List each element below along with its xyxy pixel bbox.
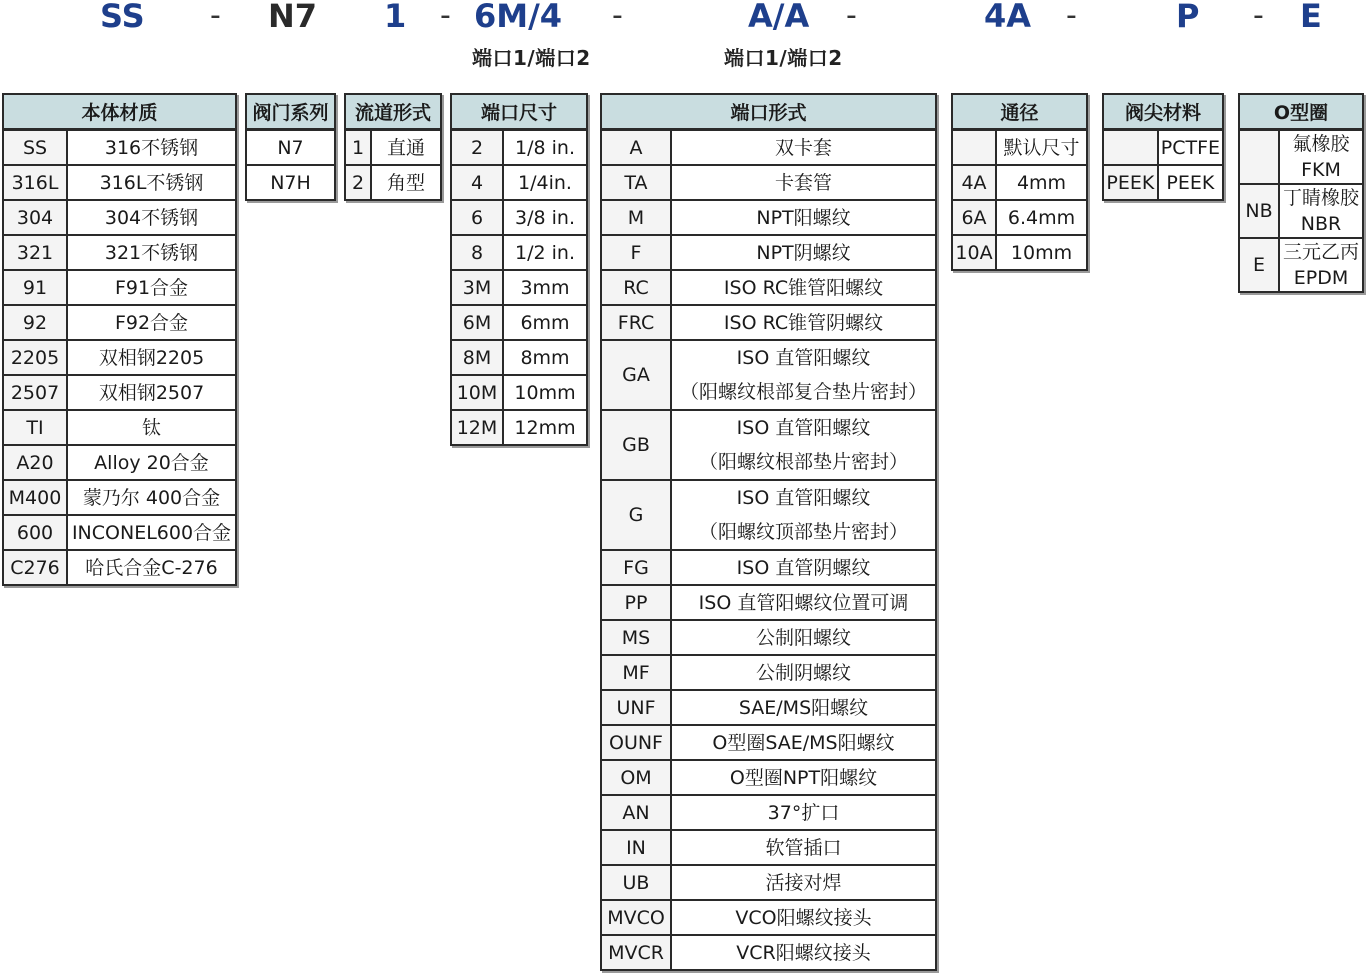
material-row <box>3 480 236 515</box>
size-code: 6 <box>451 200 503 235</box>
form-row <box>601 725 936 760</box>
form-code: TA <box>601 165 671 200</box>
form-desc: SAE/MS阳螺纹 <box>671 690 936 725</box>
series-row <box>246 165 335 200</box>
material-code: 600 <box>3 515 67 550</box>
code-size: 6M/4 <box>474 0 563 35</box>
material-desc: 双相钢2205 <box>67 340 236 375</box>
form-desc: NPT阳螺纹 <box>671 200 936 235</box>
series-code: N7H <box>246 165 335 200</box>
flow-table <box>344 93 442 201</box>
form-row <box>601 935 936 970</box>
series-table <box>245 93 336 201</box>
code-material: SS <box>100 0 145 35</box>
material-desc: F92合金 <box>67 305 236 340</box>
form-desc: 公制阴螺纹 <box>671 655 936 690</box>
size-row <box>451 305 587 340</box>
series-header: 阀门系列 <box>246 94 335 130</box>
form-code: MF <box>601 655 671 690</box>
size-desc: 6mm <box>503 305 587 340</box>
size-row <box>451 165 587 200</box>
code-dash: - <box>440 0 451 33</box>
form-port-note: 端口1/端口2 <box>724 46 843 70</box>
material-row <box>3 445 236 480</box>
form-row <box>601 480 936 550</box>
tip-code <box>1103 130 1158 166</box>
form-desc: NPT阴螺纹 <box>671 235 936 270</box>
tip-row <box>1103 165 1223 200</box>
form-desc: VCR阳螺纹接头 <box>671 935 936 970</box>
material-row <box>3 375 236 410</box>
size-code: 2 <box>451 130 503 166</box>
oring-desc: 三元乙丙 EPDM <box>1279 238 1363 292</box>
size-desc: 1/4in. <box>503 165 587 200</box>
form-row <box>601 270 936 305</box>
flow-row <box>345 165 441 200</box>
bore-header: 通径 <box>952 94 1087 130</box>
form-code: MS <box>601 620 671 655</box>
material-code: SS <box>3 130 67 166</box>
code-dash: - <box>210 0 221 33</box>
material-code: 92 <box>3 305 67 340</box>
size-header: 端口尺寸 <box>451 94 587 130</box>
size-row <box>451 200 587 235</box>
form-code: PP <box>601 585 671 620</box>
material-row <box>3 200 236 235</box>
material-row <box>3 340 236 375</box>
material-code: M400 <box>3 480 67 515</box>
form-code: IN <box>601 830 671 865</box>
material-desc: INCONEL600合金 <box>67 515 236 550</box>
form-desc: VCO阳螺纹接头 <box>671 900 936 935</box>
size-desc: 1/2 in. <box>503 235 587 270</box>
code-flow: 1 <box>384 0 407 35</box>
form-code: F <box>601 235 671 270</box>
material-desc: Alloy 20合金 <box>67 445 236 480</box>
size-code: 4 <box>451 165 503 200</box>
form-row <box>601 165 936 200</box>
form-desc: ISO RC锥管阴螺纹 <box>671 305 936 340</box>
code-bore: 4A <box>984 0 1032 35</box>
flow-header: 流道形式 <box>345 94 441 130</box>
code-tip: P <box>1176 0 1200 35</box>
material-desc: 321不锈钢 <box>67 235 236 270</box>
size-desc: 3mm <box>503 270 587 305</box>
form-desc: ISO 直管阳螺纹位置可调 <box>671 585 936 620</box>
size-row <box>451 235 587 270</box>
material-code: 304 <box>3 200 67 235</box>
form-code: GA <box>601 340 671 410</box>
size-code: 3M <box>451 270 503 305</box>
material-header: 本体材质 <box>3 94 236 130</box>
bore-code <box>952 130 996 166</box>
material-desc: 哈氏合金C-276 <box>67 550 236 585</box>
form-code: RC <box>601 270 671 305</box>
bore-desc: 10mm <box>996 235 1087 270</box>
form-code: OUNF <box>601 725 671 760</box>
form-desc: 活接对焊 <box>671 865 936 900</box>
oring-desc: 氟橡胶 FKM <box>1279 130 1363 185</box>
tip-desc: PCTFE <box>1158 130 1223 166</box>
form-desc: O型圈NPT阳螺纹 <box>671 760 936 795</box>
oring-desc: 丁睛橡胶 NBR <box>1279 184 1363 238</box>
flow-desc: 角型 <box>371 165 441 200</box>
form-row <box>601 900 936 935</box>
material-row <box>3 515 236 550</box>
flow-row <box>345 130 441 166</box>
form-code: G <box>601 480 671 550</box>
form-row <box>601 340 936 410</box>
material-row <box>3 550 236 585</box>
oring-row <box>1239 130 1363 185</box>
size-port-note: 端口1/端口2 <box>472 46 591 70</box>
form-header: 端口形式 <box>601 94 936 130</box>
form-desc: 公制阳螺纹 <box>671 620 936 655</box>
size-desc: 10mm <box>503 375 587 410</box>
series-code: N7 <box>246 130 335 166</box>
bore-desc: 4mm <box>996 165 1087 200</box>
form-code: FG <box>601 550 671 585</box>
code-dash: - <box>1066 0 1077 33</box>
form-row <box>601 760 936 795</box>
flow-code: 2 <box>345 165 371 200</box>
form-row <box>601 865 936 900</box>
form-row <box>601 200 936 235</box>
tip-code: PEEK <box>1103 165 1158 200</box>
material-desc: 304不锈钢 <box>67 200 236 235</box>
material-code: 2507 <box>3 375 67 410</box>
bore-code: 6A <box>952 200 996 235</box>
form-desc: 37°扩口 <box>671 795 936 830</box>
size-table <box>450 93 588 446</box>
bore-desc: 默认尺寸 <box>996 130 1087 166</box>
form-code: AN <box>601 795 671 830</box>
material-code: C276 <box>3 550 67 585</box>
bore-row <box>952 165 1087 200</box>
bore-row <box>952 200 1087 235</box>
material-row <box>3 165 236 200</box>
form-desc: ISO 直管阴螺纹 <box>671 550 936 585</box>
material-code: TI <box>3 410 67 445</box>
material-code: 316L <box>3 165 67 200</box>
form-row <box>601 655 936 690</box>
material-row <box>3 130 236 166</box>
form-code: UNF <box>601 690 671 725</box>
form-row <box>601 620 936 655</box>
code-oring: E <box>1300 0 1322 35</box>
oring-row <box>1239 184 1363 238</box>
flow-code: 1 <box>345 130 371 166</box>
size-code: 6M <box>451 305 503 340</box>
material-row <box>3 270 236 305</box>
material-desc: 316L不锈钢 <box>67 165 236 200</box>
form-desc: O型圈SAE/MS阳螺纹 <box>671 725 936 760</box>
material-code: 91 <box>3 270 67 305</box>
size-row <box>451 375 587 410</box>
size-desc: 1/8 in. <box>503 130 587 166</box>
material-code: A20 <box>3 445 67 480</box>
code-form: A/A <box>748 0 810 35</box>
material-code: 321 <box>3 235 67 270</box>
form-desc: ISO 直管阳螺纹 （阳螺纹根部复合垫片密封） <box>671 340 936 410</box>
form-row <box>601 585 936 620</box>
code-dash: - <box>1253 0 1264 33</box>
bore-code: 10A <box>952 235 996 270</box>
material-table <box>2 93 237 586</box>
tip-header: 阀尖材料 <box>1103 94 1223 130</box>
size-desc: 3/8 in. <box>503 200 587 235</box>
form-row <box>601 130 936 166</box>
form-desc: ISO 直管阳螺纹 （阳螺纹根部垫片密封） <box>671 410 936 480</box>
material-code: 2205 <box>3 340 67 375</box>
size-code: 12M <box>451 410 503 445</box>
form-code: MVCR <box>601 935 671 970</box>
oring-code <box>1239 130 1279 185</box>
size-row <box>451 340 587 375</box>
code-dash: - <box>846 0 857 33</box>
form-code: MVCO <box>601 900 671 935</box>
size-row <box>451 130 587 166</box>
size-desc: 8mm <box>503 340 587 375</box>
size-row <box>451 410 587 445</box>
size-code: 8M <box>451 340 503 375</box>
form-row <box>601 795 936 830</box>
form-code: OM <box>601 760 671 795</box>
oring-code: E <box>1239 238 1279 292</box>
form-row <box>601 550 936 585</box>
form-row <box>601 410 936 480</box>
bore-code: 4A <box>952 165 996 200</box>
form-code: FRC <box>601 305 671 340</box>
bore-row <box>952 235 1087 270</box>
code-series: N7 <box>268 0 318 35</box>
bore-row <box>952 130 1087 166</box>
material-desc: F91合金 <box>67 270 236 305</box>
form-code: GB <box>601 410 671 480</box>
form-desc: ISO 直管阳螺纹 （阳螺纹顶部垫片密封） <box>671 480 936 550</box>
size-desc: 12mm <box>503 410 587 445</box>
flow-desc: 直通 <box>371 130 441 166</box>
oring-row <box>1239 238 1363 292</box>
form-desc: ISO RC锥管阳螺纹 <box>671 270 936 305</box>
size-code: 8 <box>451 235 503 270</box>
form-code: A <box>601 130 671 166</box>
oring-header: O型圈 <box>1239 94 1363 130</box>
tip-table <box>1102 93 1224 201</box>
form-desc: 双卡套 <box>671 130 936 166</box>
form-desc: 卡套管 <box>671 165 936 200</box>
material-desc: 钛 <box>67 410 236 445</box>
form-row <box>601 235 936 270</box>
form-desc: 软管插口 <box>671 830 936 865</box>
material-row <box>3 235 236 270</box>
tip-desc: PEEK <box>1158 165 1223 200</box>
form-code: M <box>601 200 671 235</box>
code-dash: - <box>612 0 623 33</box>
size-code: 10M <box>451 375 503 410</box>
oring-table <box>1238 93 1364 293</box>
form-table <box>600 93 937 971</box>
bore-table <box>951 93 1088 271</box>
form-row <box>601 830 936 865</box>
material-row <box>3 410 236 445</box>
size-row <box>451 270 587 305</box>
oring-code: NB <box>1239 184 1279 238</box>
tip-row <box>1103 130 1223 166</box>
material-desc: 蒙乃尔 400合金 <box>67 480 236 515</box>
material-desc: 双相钢2507 <box>67 375 236 410</box>
form-code: UB <box>601 865 671 900</box>
bore-desc: 6.4mm <box>996 200 1087 235</box>
form-row <box>601 305 936 340</box>
material-row <box>3 305 236 340</box>
series-row <box>246 130 335 166</box>
form-row <box>601 690 936 725</box>
material-desc: 316不锈钢 <box>67 130 236 166</box>
